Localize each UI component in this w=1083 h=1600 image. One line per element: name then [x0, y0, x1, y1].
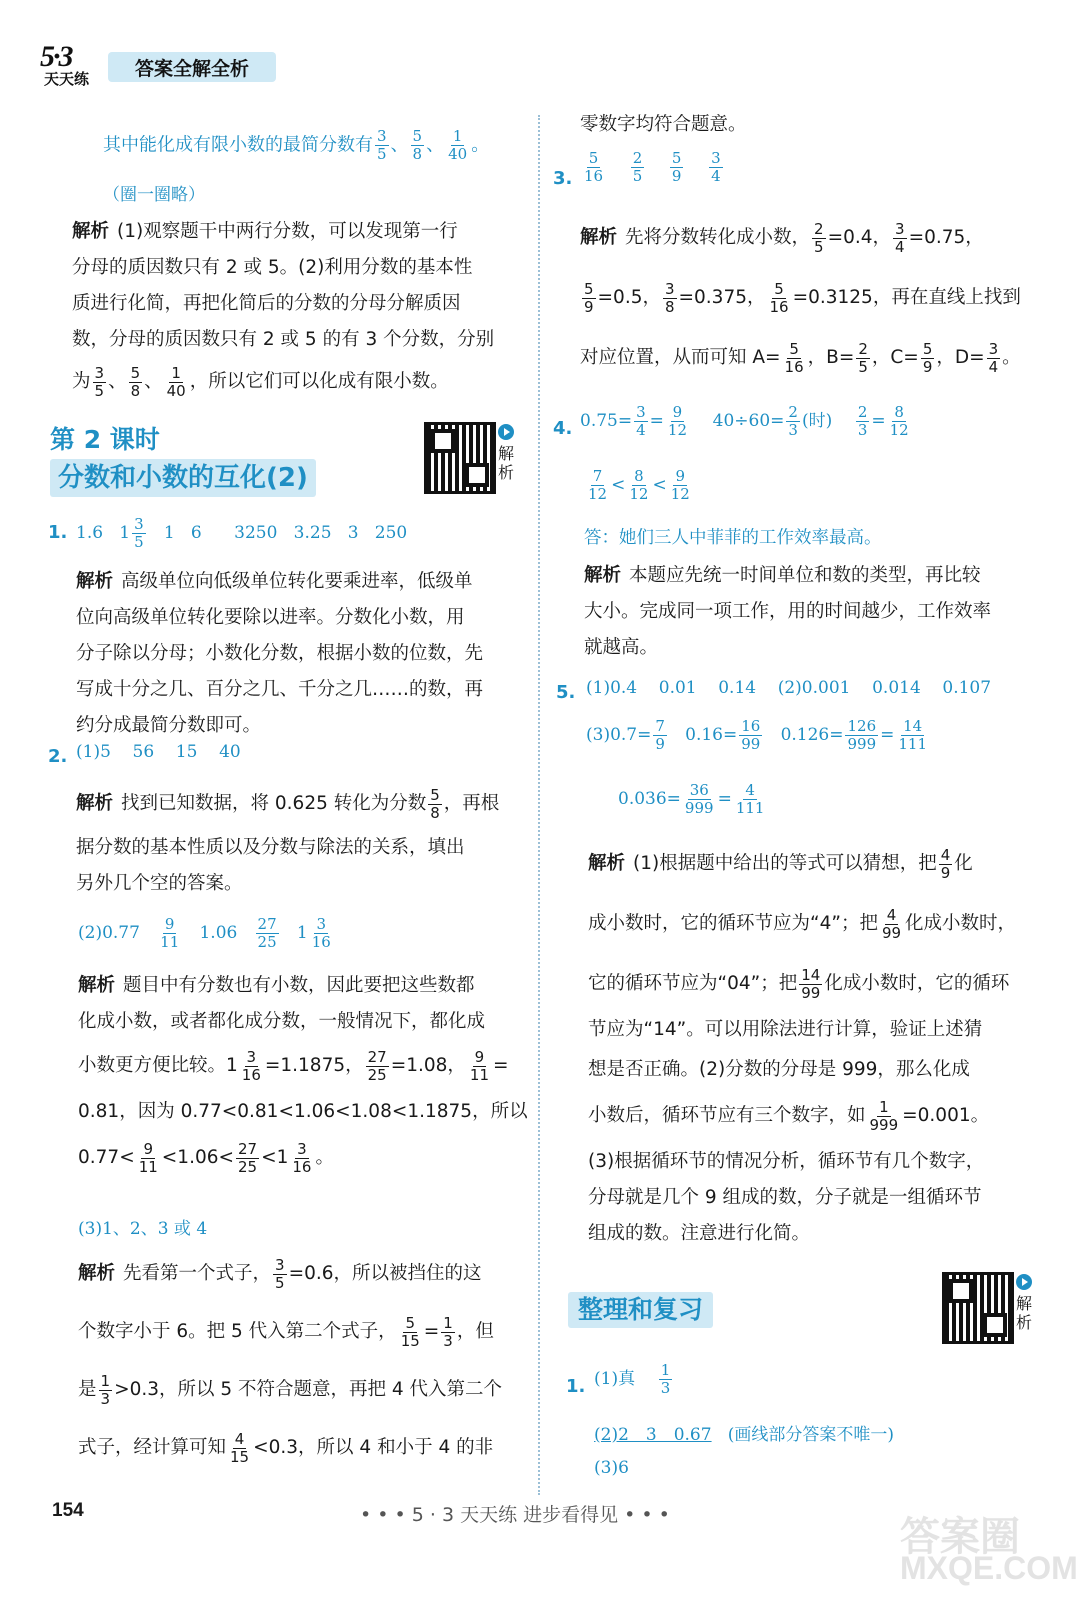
analysis-block-1	[72, 214, 494, 400]
answer-line: 1.6 1 $\frac{3}{5}$ 1 6 3250 3.25 3 250	[76, 515, 408, 551]
question-number: 1.	[566, 1376, 586, 1397]
answer-sentence: 答：她们三人中菲菲的工作效率最高。	[584, 528, 882, 548]
answer-line: (2)2 3 0.67 (画线部分答案不唯一)	[594, 1425, 895, 1445]
analysis-label: 解析	[76, 571, 114, 592]
answer-line: (3)0.7= $\frac{7}{9}$ 0.16= $\frac{16}{99}$ 0.126= $\frac{126}{999}$ = $\frac{14}{111}$	[586, 717, 928, 753]
answer-line: 0.75= $\frac{3}{4}$ = $\frac{9}{12}$ 40÷60= $\frac{2}{3}$ (时) $\frac{2}{3}$ = $\frac{8}{12}$	[580, 403, 909, 439]
play-icon	[1016, 1274, 1032, 1290]
analysis-text: (1)观察题干中两行分数，可以发现第一行	[117, 221, 458, 242]
analysis-block-3: 解析 找到已知数据，将 0.625 转化为分数 $\frac{5}{8}$ ，再根 据分数的基本性质以及分数与除法的关系，填出 另外几个空的答案。	[76, 785, 500, 894]
answer-line: (2)0.77 $\frac{9}{11}$ 1.06 $\frac{27}{25}$ 1 $\frac{3}{16}$	[78, 915, 331, 951]
analysis-label: 解析	[78, 1263, 116, 1284]
answer-text: 其中能化成有限小数的最简分数有	[103, 134, 373, 156]
analysis-text: 数，分母的质因数只有 2 或 5 的有 3 个分数，分别	[72, 329, 495, 350]
analysis-block-8: 解析 (1)根据题中给出的等式可以猜想，把 $\frac{4}{9}$ 化 成小数时，它的循环节应为“4”；把 $\frac{4}{99}$ 化成小数时， 它的循环节应为“04”；把 $\frac{14}{99}$ 化成小数时，它的循环 节应为“14”。可以用除法进行计算，验证上述猜 想是否正确。(2)分数的分母是 999，那么化成 小数后，循环节应有三个数字，如 $\frac{1}{999}$ =0.001。 (3)根据循环节的情况分析，循环节有几个数字， 分母就是几个 9 组成的数，分子就是一组循环节 组成的数。注意进行化简。	[588, 845, 1017, 1244]
question-number: 1.	[48, 522, 68, 543]
analysis-block-2: 解析 高级单位向低级单位转化要乘进率，低级单 位向高级单位转化要除以进率。分数化小数，用 分子除以分母；小数化分数，根据小数的位数，先 写成十分之几、百分之几、千分之几……的数，再 约分成最简分数即可。	[76, 571, 484, 736]
section-title-review: 整理和复习	[568, 1292, 713, 1328]
question-number: 4.	[553, 418, 573, 439]
header-banner: 答案全解全析	[108, 52, 276, 82]
answer-line: $\frac{5}{16}$ $\frac{2}{5}$ $\frac{5}{9}$ $\frac{3}{4}$	[584, 149, 721, 185]
analysis-block-4: 解析 题目中有分数也有小数，因此要把这些数都 化成小数，或者都化成分数，一般情况下，都化成 小数更方便比较。1 $\frac{3}{16}$ =1.1875， $\frac{27}{25}$ =1.08， $\frac{9}{11}$ = 0.81，因为 0.77<0.81<1.06<1.08<1.1875，所以 0.77< $\frac{9}{11}$ <1.06< $\frac{27}{25}$ <1 $\frac{3}{16}$ 。	[78, 975, 528, 1176]
analysis-label: 解析	[584, 565, 622, 586]
answer-line: (3)1、2、3 或 4	[78, 1219, 208, 1239]
answer-line: (3)6	[594, 1458, 629, 1478]
watermark: 答案圈	[900, 1515, 1020, 1559]
answer-line: $\frac{7}{12}$ < $\frac{8}{12}$ < $\frac{9}{12}$	[588, 467, 690, 503]
analysis-text: 分母的质因数只有 2 或 5。(2)利用分数的基本性	[72, 257, 473, 278]
logo-subtitle: 天天练	[44, 70, 90, 88]
watermark-url: MXQE.COM	[900, 1550, 1078, 1586]
section-title: 分数和小数的互化(2)	[50, 459, 316, 497]
logo-text: 5·3	[40, 40, 72, 73]
footer-slogan: • • • 5 · 3 天天练 进步看得见 • • •	[360, 1504, 670, 1526]
qr-label: 解析	[1016, 1294, 1033, 1332]
question-number: 5.	[556, 682, 576, 703]
qr-label: 解析	[498, 444, 515, 482]
answer-line-fractions: 其中能化成有限小数的最简分数有 $\frac{3}{5}$ 、 $\frac{5}{8}$ 、 $\frac{1}{40}$ 。	[103, 127, 490, 163]
analysis-label: 解析	[580, 227, 618, 248]
analysis-block-6: 解析 先将分数转化成小数， $\frac{2}{5}$ =0.4， $\frac{3}{4}$ =0.75， $\frac{5}{9}$ =0.5， $\frac{3}{8}$ =0.375， $\frac{5}{16}$ =0.3125，再在直线上找到 对应位置，从而可知 A= $\frac{5}{16}$ ，B= $\frac{2}{5}$ ，C= $\frac{5}{9}$ ，D= $\frac{3}{4}$ 。	[580, 219, 1021, 376]
lesson-number: 第 2 课时	[50, 425, 160, 454]
answer-line: 0.036= $\frac{36}{999}$ = $\frac{4}{111}$	[618, 781, 765, 817]
answer-line: (1)真 $\frac{1}{3}$	[594, 1361, 671, 1397]
analysis-text: 质进行化简，再把化简后的分数的分母分解质因	[72, 293, 461, 314]
column-divider	[538, 115, 540, 1495]
text-line: 零数字均符合题意。	[580, 114, 747, 135]
analysis-text: 为 $\frac{3}{5}$ 、 $\frac{5}{8}$ 、 $\frac{1}{40}$ ，所以它们可以化成有限小数。	[72, 363, 449, 400]
analysis-label: 解析	[76, 793, 114, 814]
answer-line: (1)0.4 0.01 0.14 (2)0.001 0.014 0.107	[586, 678, 992, 698]
analysis-block-5: 解析 先看第一个式子， $\frac{3}{5}$ =0.6，所以被挡住的这 个数字小于 6。把 5 代入第二个式子， $\frac{5}{15}$ = $\frac{1}{3}$ ，但 是 $\frac{1}{3}$ >0.3，所以 5 不符合题意，再把 4 代入第二个 式子，经计算可知 $\frac{4}{15}$ <0.3，所以 4 和小于 4 的非	[78, 1255, 503, 1466]
question-number: 2.	[48, 746, 68, 767]
question-number: 3.	[553, 168, 573, 189]
analysis-label: 解析	[78, 975, 116, 996]
logo	[40, 40, 110, 90]
fraction: $\frac{1}{40}$	[448, 127, 468, 163]
page-number: 154	[52, 1500, 84, 1521]
answer-line: (1)5 56 15 40	[76, 742, 241, 762]
fraction: $\frac{3}{5}$	[377, 127, 387, 163]
play-icon	[498, 424, 514, 440]
analysis-label: 解析	[72, 221, 110, 242]
answer-note: （圈一圈略）	[103, 185, 205, 205]
analysis-block-7: 解析 本题应先统一时间单位和数的类型，再比较 大小。完成同一项工作，用的时间越少，工作效率 就越高。	[584, 565, 992, 658]
qr-code[interactable]	[942, 1272, 1014, 1344]
qr-code[interactable]	[424, 422, 496, 494]
fraction: $\frac{5}{8}$	[412, 127, 423, 163]
analysis-label: 解析	[588, 853, 626, 874]
